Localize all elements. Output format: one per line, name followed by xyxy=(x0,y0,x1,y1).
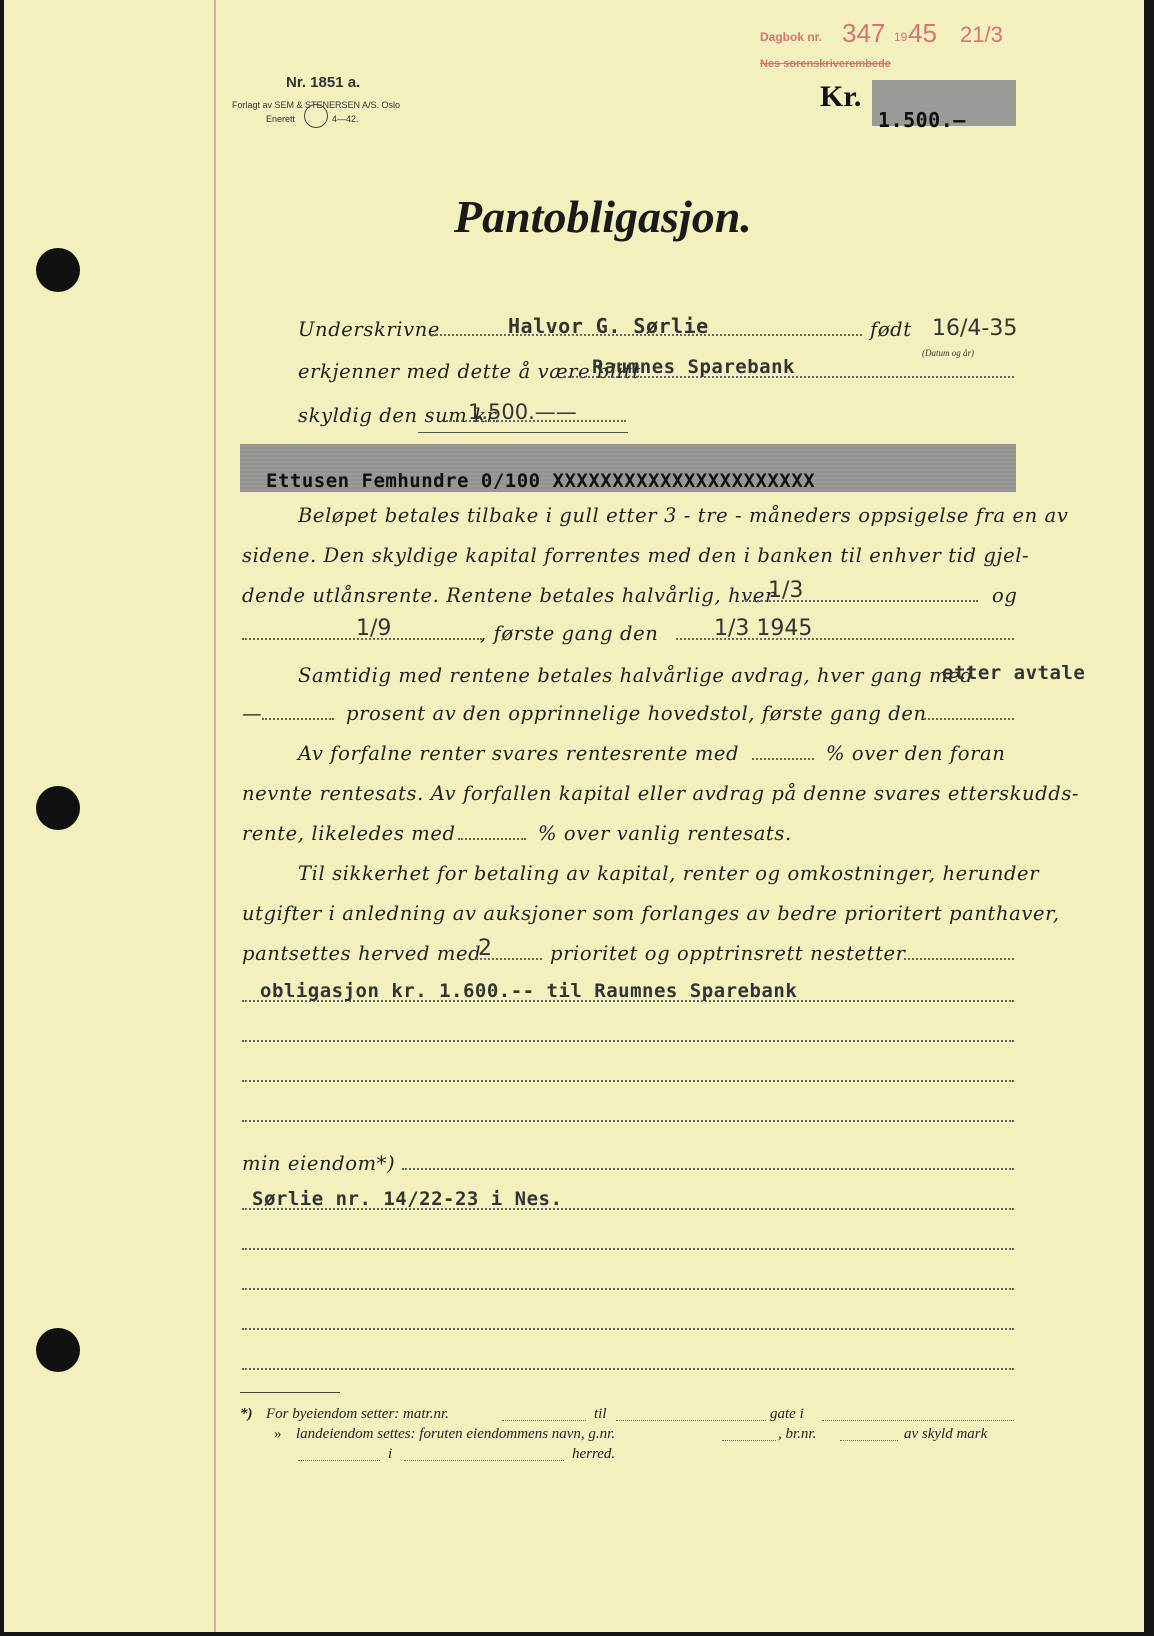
stamp-date: 21/3 xyxy=(960,22,1003,47)
clause-pledge: pantsettes herved med xyxy=(242,942,482,965)
owing-amount: 1.500.—— xyxy=(468,400,577,424)
clause-interest-cont: dende utlånsrente. Rentene betales halvårlig, hver xyxy=(242,584,775,607)
property-label-line xyxy=(402,1168,1014,1170)
clause-auction: utgifter i anledning av auksjoner som forlanges av bedre prioritert panthaver, xyxy=(242,902,1060,925)
blank-line-7 xyxy=(242,1368,1014,1370)
installment-terms: etter avtale xyxy=(942,662,1086,684)
percent-line xyxy=(262,718,334,720)
creditor-name: Raumnes Sparebank xyxy=(592,356,795,378)
footnote-star: *) xyxy=(240,1406,253,1422)
footnote-matr-line xyxy=(502,1420,586,1421)
footnote-gate-line xyxy=(822,1420,1014,1421)
punch-hole-top xyxy=(36,248,80,292)
clause-over-rate: % over den foran xyxy=(826,742,1006,765)
footnote-i: i xyxy=(388,1446,393,1462)
owing-underline xyxy=(418,432,628,433)
document-page xyxy=(4,0,1144,1632)
overdue-rate-line xyxy=(458,838,526,840)
prior-lien-text: obligasjon kr. 1.600.-- til Raumnes Sparebank xyxy=(260,980,798,1002)
blank-line-4 xyxy=(242,1248,1014,1250)
publisher-enerett: Enerett xyxy=(266,114,296,124)
footnote-brnr: , br.nr. xyxy=(778,1426,817,1442)
born-label: født xyxy=(870,318,912,341)
publisher-line: Forlagt av SEM & STENERSEN A/S. Oslo xyxy=(232,100,401,110)
property-label: min eiendom*) xyxy=(242,1152,396,1175)
clause-overdue: nevnte rentesats. Av forfallen kapital eller avdrag på denne svares etterskudds- xyxy=(242,782,1080,805)
stamp-office: Nes sorenskriverembede xyxy=(760,58,891,70)
punch-hole-middle xyxy=(36,786,80,830)
first-interest-date: 1/3 1945 xyxy=(714,616,813,641)
stamp-year-prefix: 19 xyxy=(894,30,908,44)
amount-value: 1.500.— xyxy=(878,108,966,132)
priority-after-line xyxy=(904,958,1014,960)
blank-line-2 xyxy=(242,1080,1014,1082)
born-hint: (Datum og år) xyxy=(922,348,974,358)
footnote-skyld: av skyld mark xyxy=(904,1426,988,1442)
footnote-herred: herred. xyxy=(572,1446,616,1462)
footnote-til-line xyxy=(616,1420,766,1421)
clause-likewise: rente, likeledes med xyxy=(242,822,456,845)
blank-line-6 xyxy=(242,1328,1014,1330)
stamp-label: Dagbok nr. xyxy=(760,30,823,44)
interest-date-1: 1/3 xyxy=(768,578,804,603)
footnote-herred-line xyxy=(404,1460,564,1461)
margin-line xyxy=(214,0,216,1632)
footnote-brnr-line xyxy=(840,1440,898,1441)
first-installment-line xyxy=(924,718,1014,720)
blank-line-3 xyxy=(242,1120,1014,1122)
footnote-gnr-line xyxy=(722,1440,776,1441)
interest-date-2: 1/9 xyxy=(356,616,392,641)
undersigned-label: Underskrivne xyxy=(298,318,441,341)
priority-number: 2 xyxy=(478,936,492,961)
footnote-rural: landeiendom settes: foruten eiendommens navn, g.nr. xyxy=(296,1426,616,1442)
clause-security: Til sikkerhet for betaling av kapital, renter og omkostninger, herunder xyxy=(298,862,1040,885)
blank-line-1 xyxy=(242,1040,1014,1042)
property-value: Sørlie nr. 14/22-23 i Nes. xyxy=(252,1188,563,1210)
form-number: Nr. 1851 a. xyxy=(286,74,361,91)
footnote-ditto: » xyxy=(274,1426,282,1442)
footnote-rule xyxy=(240,1392,340,1393)
clause-installments: Samtidig med rentene betales halvårlige avdrag, hver gang med xyxy=(298,664,974,687)
clause-compound: Av forfalne renter svares rentesrente med xyxy=(298,742,740,765)
undersigned-name: Halvor G. Sørlie xyxy=(508,314,709,338)
owing-label: skyldig den sum kr. xyxy=(298,404,502,427)
publisher-date: 4—42. xyxy=(332,114,359,124)
footnote-gate: gate i xyxy=(770,1406,804,1422)
clause-dash: — xyxy=(242,702,263,725)
clause-over-normal: % over vanlig rentesats. xyxy=(538,822,792,845)
clause-percent: prosent av den opprinnelige hovedstol, første gang den xyxy=(346,702,927,725)
born-value: 16/4-35 xyxy=(932,316,1018,341)
stamp-number: 347 xyxy=(842,18,886,48)
document-title: Pantobligasjon. xyxy=(454,191,752,242)
acknowledge-label: erkjenner med dette å være blitt xyxy=(298,360,641,383)
punch-hole-bottom xyxy=(36,1328,80,1372)
stamp-year: 45 xyxy=(908,18,937,48)
compound-rate-line xyxy=(752,758,814,760)
clause-priority: prioritet og opptrinsrett nestetter xyxy=(550,942,906,965)
amount-label: Kr. xyxy=(820,80,862,113)
clause-first-time: , første gang den xyxy=(480,622,659,645)
publisher-seal-icon xyxy=(304,104,328,128)
clause-interest: sidene. Den skyldige kapital forrentes med den i banken til enhver tid gjel- xyxy=(242,544,1030,567)
clause-repayment: Beløpet betales tilbake i gull etter 3 - tre - måneders oppsigelse fra en av xyxy=(298,504,1069,527)
footnote-city: For byeiendom setter: matr.nr. xyxy=(266,1406,449,1422)
amount-in-words: Ettusen Femhundre 0/100 XXXXXXXXXXXXXXXXXXXXXX xyxy=(266,470,816,492)
clause-og: og xyxy=(992,584,1018,607)
footnote-mark-line xyxy=(298,1460,380,1461)
blank-line-5 xyxy=(242,1288,1014,1290)
footnote-til: til xyxy=(594,1406,607,1422)
